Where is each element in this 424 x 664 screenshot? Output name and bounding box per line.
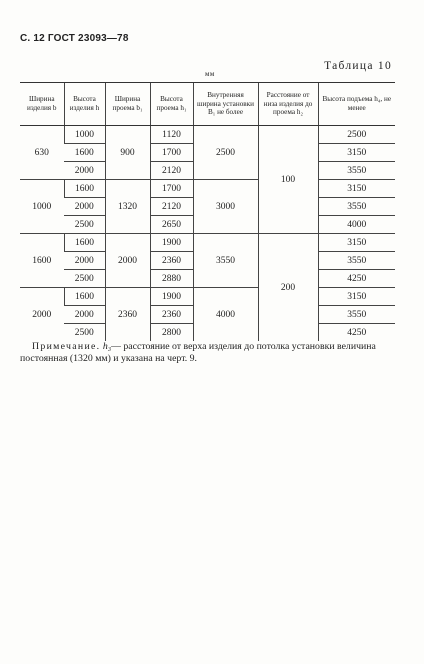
cell-lift-height: 3150 xyxy=(318,234,395,252)
cell-opening-height: 2650 xyxy=(150,216,193,234)
cell-lift-height: 4250 xyxy=(318,324,395,342)
cell-inner-width: 3550 xyxy=(193,234,258,288)
cell-opening-height: 1120 xyxy=(150,126,193,144)
cell-opening-height: 2360 xyxy=(150,252,193,270)
header-distance-h2: Расстояние от низа изделия до проема h₂ xyxy=(258,83,318,126)
note-label: Примечание. xyxy=(32,341,101,352)
note-symbol: h₃ xyxy=(102,341,112,352)
cell-opening-width: 1320 xyxy=(105,180,150,234)
cell-distance-h2: 200 xyxy=(258,234,318,342)
cell-height: 2500 xyxy=(64,216,105,234)
cell-width: 1600 xyxy=(20,234,64,288)
header-opening-height-h1: Высота проема h₁ xyxy=(150,83,193,126)
cell-width: 1000 xyxy=(20,180,64,234)
cell-inner-width: 4000 xyxy=(193,288,258,342)
cell-lift-height: 3150 xyxy=(318,144,395,162)
cell-lift-height: 4250 xyxy=(318,270,395,288)
cell-opening-height: 1900 xyxy=(150,288,193,306)
table-row xyxy=(20,180,395,198)
cell-opening-height: 2880 xyxy=(150,270,193,288)
table-title: Таблица 10 xyxy=(324,60,392,72)
cell-height: 1000 xyxy=(64,126,105,144)
header-width-b: Ширина изделия b xyxy=(20,83,64,126)
table-row xyxy=(20,288,395,306)
cell-height: 2000 xyxy=(64,162,105,180)
cell-inner-width: 2500 xyxy=(193,126,258,180)
cell-width: 630 xyxy=(20,126,64,180)
note-text: — расстояние от верха изделия до потолка установки величина постоянная (1320 мм) и указана на черт. 9. xyxy=(20,341,376,364)
cell-lift-height: 3550 xyxy=(318,198,395,216)
table-row xyxy=(20,126,395,144)
cell-distance-h2: 100 xyxy=(258,126,318,234)
cell-opening-width: 900 xyxy=(105,126,150,180)
cell-height: 1600 xyxy=(64,144,105,162)
cell-opening-height: 2120 xyxy=(150,198,193,216)
cell-opening-width: 2360 xyxy=(105,288,150,342)
table-note xyxy=(20,341,395,365)
cell-opening-width: 2000 xyxy=(105,234,150,288)
cell-height: 1600 xyxy=(64,234,105,252)
cell-lift-height: 3150 xyxy=(318,288,395,306)
dimensions-table xyxy=(20,82,395,341)
cell-opening-height: 1700 xyxy=(150,144,193,162)
cell-opening-height: 2120 xyxy=(150,162,193,180)
cell-inner-width: 3000 xyxy=(193,180,258,234)
header-opening-width-b1: Ширина проема b₁ xyxy=(105,83,150,126)
cell-height: 2000 xyxy=(64,306,105,324)
table-header-row xyxy=(20,83,395,126)
cell-height: 2000 xyxy=(64,252,105,270)
data-table-container xyxy=(20,82,395,341)
cell-lift-height: 3150 xyxy=(318,180,395,198)
units-label: мм xyxy=(205,70,215,78)
cell-lift-height: 2500 xyxy=(318,126,395,144)
cell-opening-height: 1700 xyxy=(150,180,193,198)
page-header: С. 12 ГОСТ 23093—78 xyxy=(20,33,129,44)
cell-width: 2000 xyxy=(32,309,52,320)
table-row xyxy=(20,234,395,252)
cell-opening-height: 1900 xyxy=(150,234,193,252)
cell-lift-height: 3550 xyxy=(318,252,395,270)
cell-height: 1600 xyxy=(64,288,105,306)
cell-lift-height: 3550 xyxy=(318,306,395,324)
header-lift-height-h4: Высота подъема h₄, не менее xyxy=(318,83,395,126)
cell-height: 2000 xyxy=(64,198,105,216)
cell-height: 2500 xyxy=(74,327,94,338)
cell-height: 1600 xyxy=(64,180,105,198)
header-inner-width-B1: Внутренняя ширина установки B₁ не более xyxy=(193,83,258,126)
cell-lift-height: 4000 xyxy=(318,216,395,234)
cell-opening-height: 2360 xyxy=(150,306,193,324)
header-height-h: Высота изделия h xyxy=(64,83,105,126)
cell-lift-height: 3550 xyxy=(318,162,395,180)
cell-height: 2500 xyxy=(64,270,105,288)
cell-opening-height: 2800 xyxy=(150,324,193,342)
